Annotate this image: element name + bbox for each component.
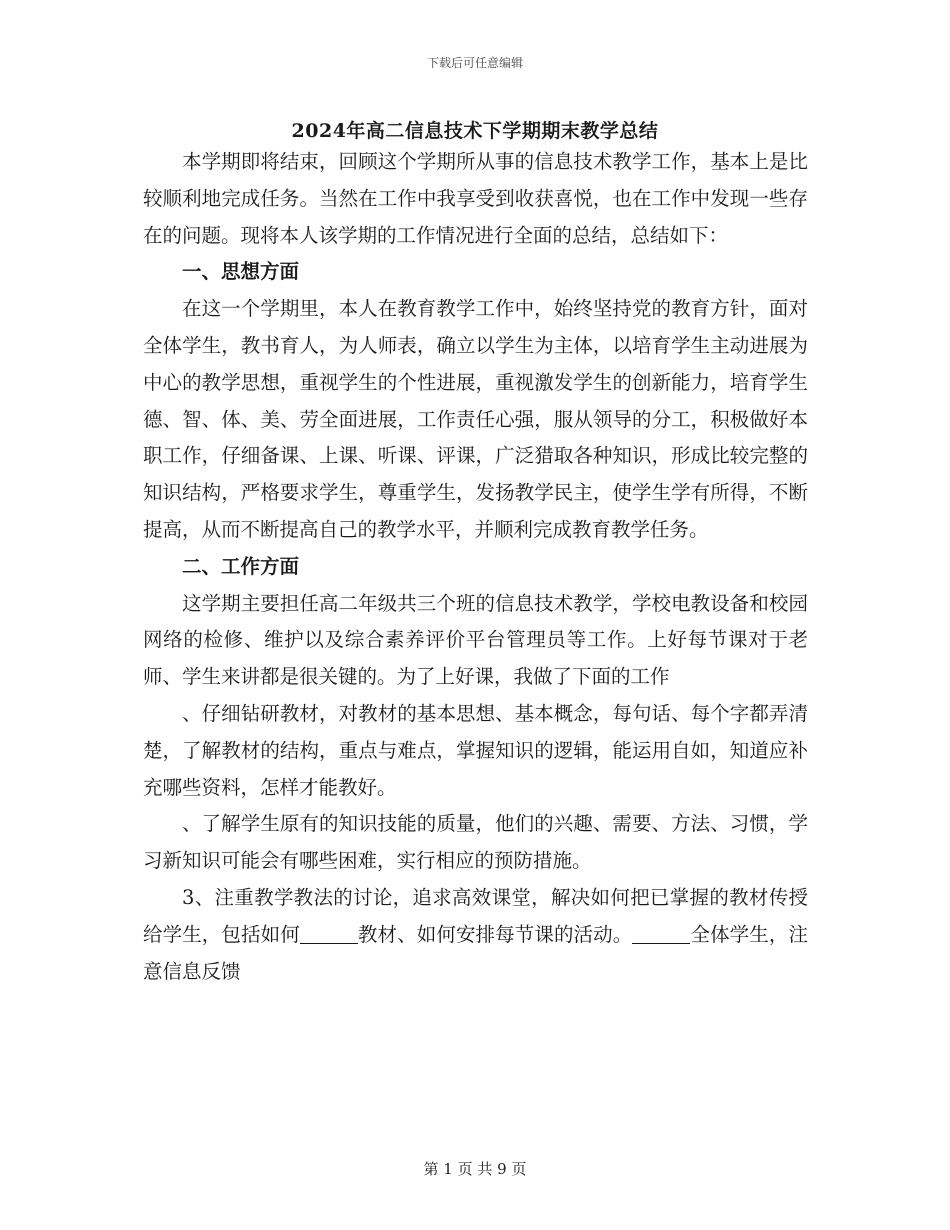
item3-text-part2: 教材、如何安排每节课的活动。 xyxy=(357,922,633,946)
list-item-study-materials: 、仔细钻研教材，对教材的基本思想、基本概念，每句话、每个字都弄清楚，了解教材的结构，重点与难点，掌握知识的逻辑，能运用自如，知道应补充哪些资料，怎样才能教好。 xyxy=(143,701,808,799)
section-paragraph-thought: 在这一个学期里，本人在教育教学工作中，始终坚持党的教育方针，面对全体学生，教书育人，为人师表，确立以学生为主体，以培育学生主动进展为中心的教学思想，重视学生的个性进展，重视激发学生的创新能力，培育学生德、智、体、美、劳全面进展，工作责任心强，服从领导的分工，积极做好本职工作，仔细备课、上课、听课、评课，广泛猎取各种知识，形成比较完整的知识结构，严格要求学生，尊重学生，发扬教学民主，使学生学有所得，不断提高，从而不断提高自己的教学水平，并顺利完成教育教学任务。 xyxy=(143,297,808,541)
list-item-understand-students: 、了解学生原有的知识技能的质量，他们的兴趣、需要、方法、习惯，学习新知识可能会有哪些困难，实行相应的预防措施。 xyxy=(143,812,808,873)
item3-text-part3: 全体学生，注意信息反馈 xyxy=(143,922,808,983)
page-header: 下载后可任意编辑 xyxy=(426,56,523,70)
section-paragraph-work: 这学期主要担任高二年级共三个班的信息技术教学，学校电教设备和校园网络的检修、维护以及综合素养评价平台管理员等工作。上好每节课对于老师、学生来讲都是很关键的。为了上好课，我做了下面的工作 xyxy=(143,591,808,689)
section-heading-thought: 一、思想方面 xyxy=(182,260,300,284)
item3-text-part1: 3、注重教学教法的讨论，追求高效课堂，解决如何把已掌握的教材传授给学生，包括如何 xyxy=(143,885,808,946)
intro-paragraph: 本学期即将结束，回顾这个学期所从事的信息技术教学工作，基本上是比较顺利地完成任务。当然在工作中我享受到收获喜悦，也在工作中发现一些存在的问题。现将本人该学期的工作情况进行全面的总结，总结如下： xyxy=(143,150,808,247)
list-item-teaching-methods xyxy=(143,880,808,990)
section-heading-work: 二、工作方面 xyxy=(182,554,300,578)
document-title: 2024年高二信息技术下学期期末教学总结 xyxy=(291,120,659,142)
document-body xyxy=(143,144,808,990)
fill-blank-line xyxy=(300,923,358,944)
page-number: 第 1 页 共 9 页 xyxy=(423,1160,527,1178)
fill-blank-line xyxy=(632,923,690,944)
